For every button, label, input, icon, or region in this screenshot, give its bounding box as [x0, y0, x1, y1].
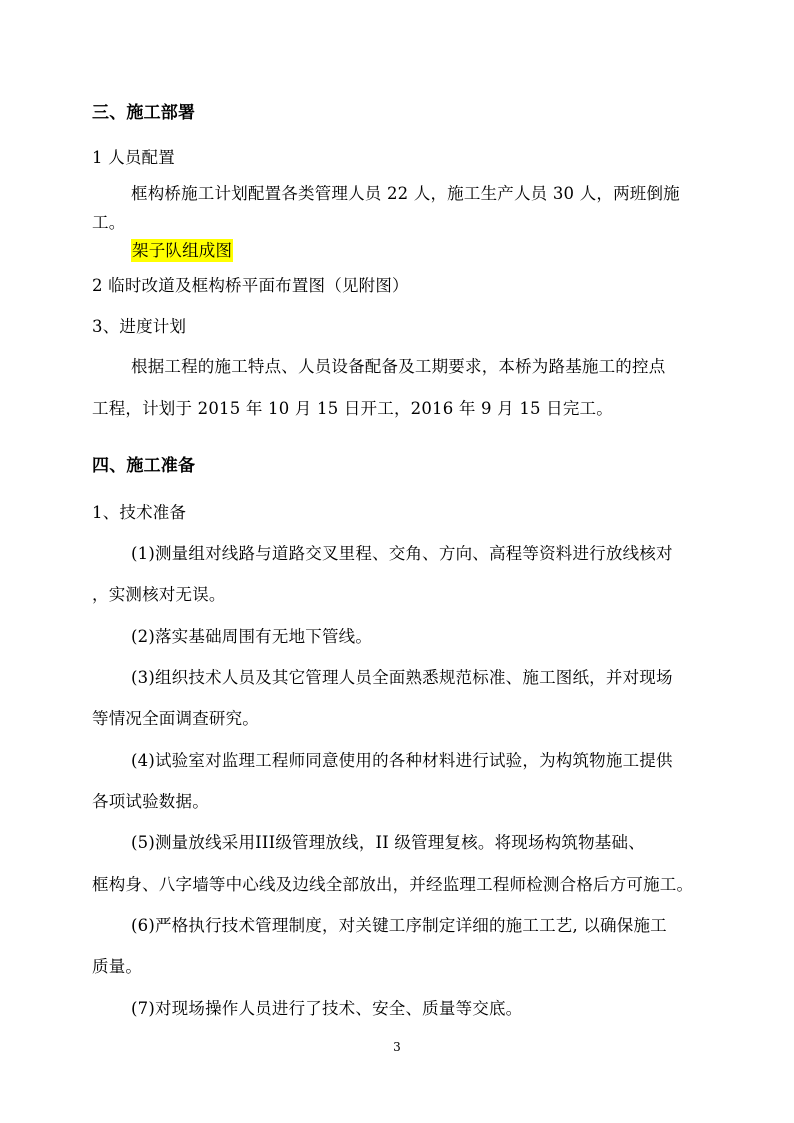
- list-item-line: (1)测量组对线路与道路交叉里程、交角、方向、高程等资料进行放线核对: [131, 544, 673, 563]
- list-item-line: (5)测量放线采用III级管理放线，II 级管理复核。将现场构筑物基础、: [131, 833, 645, 852]
- highlighted-team-chart-text: [131, 241, 751, 261]
- list-item-line: 框构身、八字墙等中心线及边线全部放出，并经监理工程师检测合格后方可施工。: [92, 875, 694, 894]
- subheading-personnel: 1 人员配置: [92, 148, 175, 167]
- subheading-schedule: 3、进度计划: [92, 317, 187, 336]
- list-item-line: (2)落实基础周围有无地下管线。: [131, 627, 373, 646]
- subheading-technical-preparation: 1、技术准备: [92, 503, 187, 522]
- paragraph-schedule-line-1: 根据工程的施工特点、人员设备配备及工期要求，本桥为路基施工的控点: [131, 357, 666, 376]
- paragraph-personnel-line-2: 工。: [92, 213, 126, 232]
- list-item-line: 质量。: [92, 957, 143, 976]
- list-item-line: ，实测核对无误。: [92, 585, 226, 604]
- paragraph-personnel-line-1: 框构桥施工计划配置各类管理人员 22 人，施工生产人员 30 人，两班倒施: [131, 184, 680, 203]
- list-item-line: 各项试验数据。: [92, 792, 209, 811]
- paragraph-schedule-line-2: 工程，计划于 2015 年 10 月 15 日开工，2016 年 9 月 15 日完工。: [92, 399, 613, 418]
- list-item-line: (4)试验室对监理工程师同意使用的各种材料进行试验，为构筑物施工提供: [131, 751, 673, 770]
- list-item-line: (6)严格执行技术管理制度，对关键工序制定详细的施工工艺, 以确保施工: [131, 916, 667, 935]
- subheading-layout-plan: 2 临时改道及框构桥平面布置图（见附图）: [92, 276, 409, 295]
- page-number: 3: [393, 1040, 401, 1054]
- list-item-line: (3)组织技术人员及其它管理人员全面熟悉规范标准、施工图纸，并对现场: [131, 668, 673, 687]
- section-heading-deployment: 三、施工部署: [92, 103, 196, 123]
- list-item-line: (7)对现场操作人员进行了技术、安全、质量等交底。: [131, 999, 523, 1018]
- section-heading-preparation: 四、施工准备: [92, 456, 196, 476]
- highlight-mark: 架子队组成图: [132, 241, 233, 260]
- list-item-line: 等情况全面调查研究。: [92, 709, 259, 728]
